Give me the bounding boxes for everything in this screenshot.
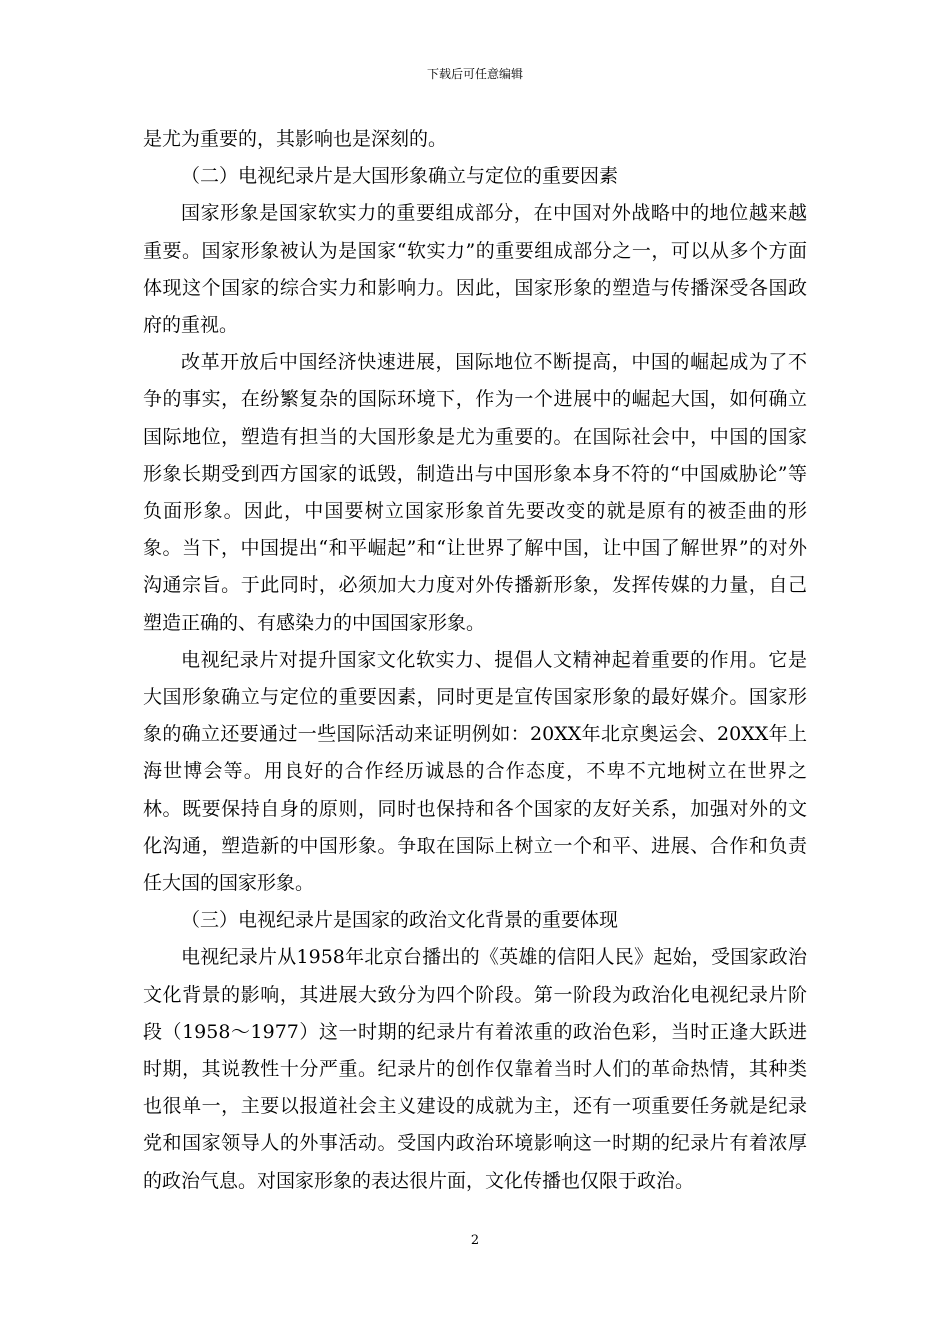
paragraph: 改革开放后中国经济快速进展，国际地位不断提高，中国的崛起成为了不争的事实，在纷繁复杂的国际环境下，作为一个进展中的崛起大国，如何确立国际地位，塑造有担当的大国形象是尤为重要的。在国际社会中，中国的国家形象长期受到西方国家的诋毁，制造出与中国形象本身不符的“中国威胁论”等负面形象。因此，中国要树立国家形象首先要改变的就是原有的被歪曲的形象。当下，中国提出“和平崛起”和“让世界了解中国，让中国了解世界”的对外沟通宗旨。于此同时，必须加大力度对外传播新形象，发挥传媒的力量，自己塑造正确的、有感染力的中国国家形象。 — [143, 351, 807, 634]
paragraph: 电视纪录片从1958年北京台播出的《英雄的信阳人民》起始，受国家政治文化背景的影响，其进展大致分为四个阶段。第一阶段为政治化电视纪录片阶段（1958～1977）这一时期的纪录片有着浓重的政治色彩，当时正逢大跃进时期，其说教性十分严重。纪录片的创作仅靠着当时人们的革命热情，其种类也很单一，主要以报道社会主义建设的成就为主，还有一项重要任务就是纪录党和国家领导人的外事活动。受国内政治环境影响这一时期的纪录片有着浓厚的政治气息。对国家形象的表达很片面，文化传播也仅限于政治。 — [143, 946, 807, 1192]
paragraph-continuation: 是尤为重要的，其影响也是深刻的。 — [143, 128, 448, 150]
document-body — [143, 121, 807, 1200]
paragraph: 国家形象是国家软实力的重要组成部分，在中国对外战略中的地位越来越重要。国家形象被认为是国家“软实力”的重要组成部分之一，可以从多个方面体现这个国家的综合实力和影响力。因此，国家形象的塑造与传播深受各国政府的重视。 — [143, 202, 807, 337]
section-heading-3: （三）电视纪录片是国家的政治文化背景的重要体现 — [181, 909, 619, 932]
page-number: 2 — [470, 1233, 480, 1248]
page-header: 下载后可任意编辑 — [426, 67, 523, 81]
section-heading-2: （二）电视纪录片是大国形象确立与定位的重要因素 — [181, 165, 619, 188]
paragraph: 电视纪录片对提升国家文化软实力、提倡人文精神起着重要的作用。它是大国形象确立与定位的重要因素，同时更是宣传国家形象的最好媒介。国家形象的确立还要通过一些国际活动来证明例如：20XX年北京奥运会、20XX年上海世博会等。用良好的合作经历诚恳的合作态度，不卑不亢地树立在世界之林。既要保持自身的原则，同时也保持和各个国家的友好关系，加强对外的文化沟通，塑造新的中国形象。争取在国际上树立一个和平、进展、合作和负责任大国的国家形象。 — [143, 648, 807, 895]
